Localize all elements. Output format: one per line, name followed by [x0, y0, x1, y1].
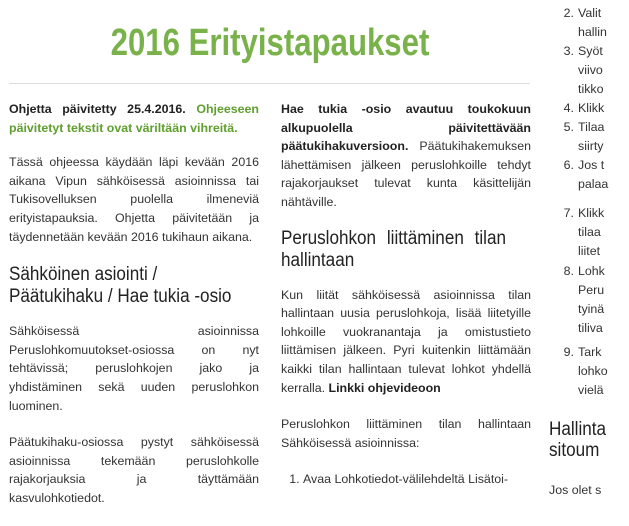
paragraph-hae-tukia	[281, 100, 531, 212]
list-item	[549, 175, 608, 194]
list-item-text: Klikk	[578, 206, 605, 220]
list-item-text: Tark	[578, 345, 602, 359]
list-item-text: Syöt	[578, 44, 603, 58]
list-item-number: 3.	[563, 44, 574, 58]
list-item	[549, 262, 605, 281]
update-green-note: Ohjeeseen päivitetyt tekstit ovat väriltään vihreitä.	[9, 102, 259, 135]
page-title: 2016 Erityistapaukset	[110, 22, 430, 64]
list-item	[549, 80, 603, 99]
list-item	[549, 156, 604, 175]
list-item-number: 2.	[563, 6, 574, 20]
list-item	[549, 242, 600, 261]
list-item-number: 9.	[563, 345, 574, 359]
list-item-text: Lohk	[578, 264, 605, 278]
list-item	[549, 300, 604, 319]
hae-tukia-bold: Hae tukia -osio avautuu toukokuun alkupuolella päivitettävään päätukihakuversioon.	[281, 102, 531, 154]
list-item-text: tiliva	[578, 321, 603, 335]
update-note	[9, 100, 259, 137]
list-item-text: Jos t	[578, 158, 605, 172]
list-item-text: Valit	[578, 6, 602, 20]
list-item	[549, 281, 604, 300]
list-item	[549, 99, 604, 118]
paragraph-jos-olet: Jos olet s	[549, 483, 602, 497]
list-item	[549, 343, 601, 362]
list-item	[549, 204, 604, 223]
list-item-text: lohko	[578, 364, 608, 378]
list-item-text: Peru	[578, 283, 605, 297]
list-item-text: viivo	[578, 63, 603, 77]
list-item-number: 5.	[563, 120, 574, 134]
list-item-number: 7.	[563, 206, 574, 220]
section-heading-sahkoinen-asiointi: Sähköinen asiointi / Päätukihaku / Hae tukia -osio	[9, 264, 232, 308]
list-item	[549, 61, 603, 80]
list-item-text: vielä	[578, 383, 604, 397]
title-divider	[9, 83, 530, 84]
list-item	[549, 381, 603, 400]
hae-tukia-rest: Päätukihakemuksen lähettämisen jälkeen peruslohkoille tehdyt rajakorjaukset tulevat kunta käsittelijän nähtäville.	[281, 139, 531, 209]
list-item-text: tilaa	[578, 225, 601, 239]
list-item-text: Tilaa	[578, 120, 605, 134]
list-item	[549, 23, 607, 42]
list-item-text: tikko	[578, 82, 604, 96]
list-item-text: palaa	[578, 177, 609, 191]
list-item-number: 6.	[563, 158, 574, 172]
list-item: 1. Avaa Lohkotiedot-välilehdeltä Lisätoi-	[303, 470, 531, 489]
list-item-text: liitet	[578, 244, 601, 258]
intro-paragraph: Tässä ohjeessa käydään läpi kevään 2016 aikana Vipun sähköisessä asioinnissa tai Tukisovelluksen puolella ilmeneviä erityistapauksia. Ohjetta päivitetään ja täydennetään kevään 2016 tukihaun aikana.	[9, 155, 259, 244]
list-item-text: tyinä	[578, 302, 605, 316]
liittaminen-text: Kun liität sähköisessä asioinnissa tilan hallintaan uusia peruslohkoja, lisää liitetyille lohkoille vuokranantaja ja omistustieto liittämisen jälkeen. Pyri kuitenkin liittämään kaikki tilan hallintaan tulevat lohkot yhdellä kerralla.	[281, 287, 531, 395]
steps-list	[281, 470, 531, 489]
video-link[interactable]: Linkki ohjevideoon	[328, 380, 441, 395]
list-item-number: 4.	[563, 101, 574, 115]
list-item	[549, 4, 601, 23]
list-item	[549, 137, 603, 156]
list-item-text: hallin	[578, 25, 607, 39]
list-item	[549, 118, 604, 137]
paragraph-steps-intro: Peruslohkon liittäminen tilan hallintaan Sähköisessä asioinnissa:	[281, 417, 531, 450]
paragraph-liittaminen	[281, 286, 531, 398]
list-item-text: siirty	[578, 139, 604, 153]
column-middle	[281, 100, 531, 489]
section-heading-peruslohkon-liittaminen: Peruslohkon liittäminen tilan hallintaan	[281, 227, 506, 271]
list-item-number: 8.	[563, 264, 574, 278]
paragraph-paatukihaku: Päätukihaku-osiossa pystyt sähköisessä asioinnissa tekemään peruslohkolle rajakorjauksia ja täyttämään kasvulohkotiedot.	[9, 435, 259, 505]
list-item	[549, 362, 608, 381]
column-left	[9, 100, 259, 526]
list-item	[549, 319, 603, 338]
section-heading-sitoumus: sitoum	[549, 440, 600, 461]
list-item	[549, 42, 603, 61]
update-date: Ohjetta päivitetty 25.4.2016.	[9, 102, 186, 116]
list-item-text: Klikk	[578, 101, 605, 115]
list-item	[549, 223, 601, 242]
paragraph-peruslohkomuutokset: Sähköisessä asioinnissa Peruslohkomuutokset-osiossa on nyt tehtävissä; peruslohkojen jako ja yhdistäminen sekä uuden peruslohkon luominen.	[9, 324, 259, 413]
section-heading-hallinta: Hallinta	[549, 419, 607, 440]
